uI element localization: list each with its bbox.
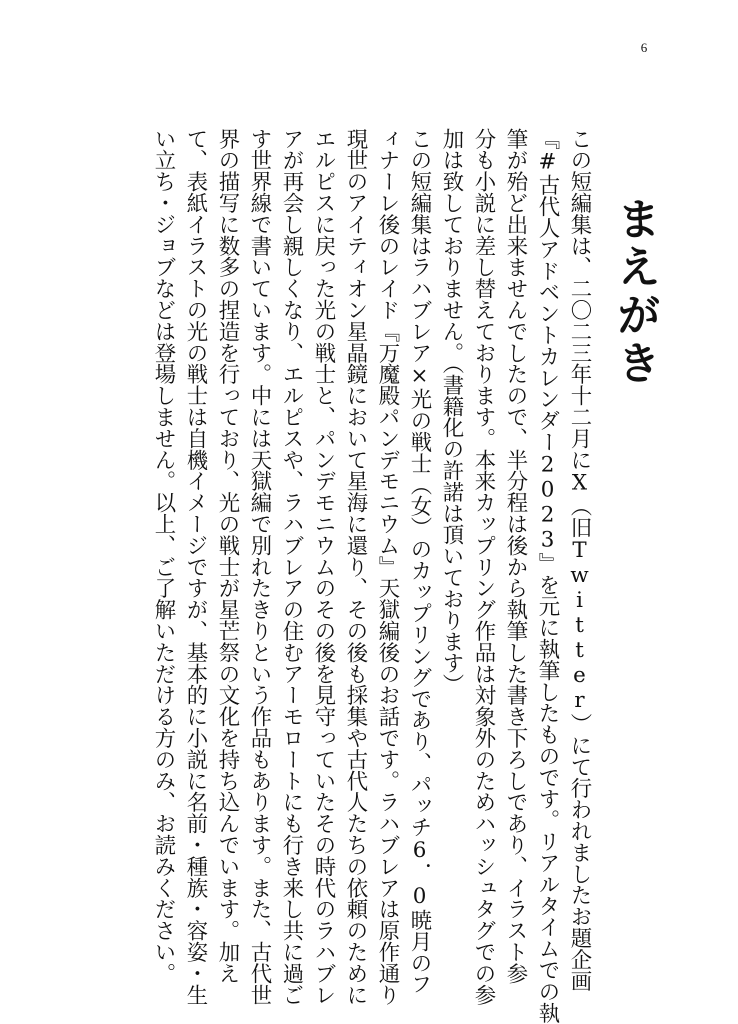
text-line: 加は致しておりません。（書籍化の許諾は頂いております） (439, 128, 464, 696)
text-line: ィナーレ後のレイド『万魔殿パンデモニウム』天獄編後のお話です。ラハブレアは原作通り (375, 128, 400, 1006)
text-line: す世界線で書いています。中には天獄編で別れたきりという作品もあります。また、古代世 (247, 128, 272, 1006)
text-line: エルピスに戻った光の戦士と、パンデモニウムのその後を見守っていたその時代のラハブレ (311, 128, 336, 1006)
text-line: 分も小説に差し替えております。本来カップリング作品は対象外のためハッシュタグでの参 (471, 128, 496, 1006)
preface-body (150, 128, 592, 1024)
text-line: い立ち・ジョブなどは登場しません。以上、ご了解いただける方のみ、お読みください。 (151, 128, 176, 984)
page-title: まえがき (609, 196, 660, 388)
text-line: アが再会し親しくなり、エルピスや、ラハブレアの住むアーモロートにも行き来し共に過ご (279, 128, 304, 1006)
text-line: 界の描写に数多の捏造を行っており、光の戦士が星芒祭の文化を持ち込んでいます。加え (215, 128, 240, 984)
text-line: 現世のアイティオン星晶鏡において星海に還り、その後も採集や古代人たちの依頼のために (343, 128, 368, 1006)
text-line: この短編集はラハブレア×光の戦士（女）のカップリングであり、パッチ6．0暁月のフ (407, 128, 432, 995)
text-line: 筆が殆ど出来ませんでしたので、半分程は後から執筆した書き下ろしであり、イラスト参 (503, 128, 528, 984)
text-line: この短編集は、二〇二三年十二月にX（旧Twitter）にて行われましたお題企画 (567, 128, 592, 992)
text-line: 『#古代人アドベントカレンダー2023』を元に執筆したものです。リアルタイムでの執 (535, 128, 560, 1024)
page-number: 6 (640, 40, 648, 55)
text-line: て、表紙イラストの光の戦士は自機イメージですが、基本的に小説に名前・種族・容姿・生 (183, 128, 208, 1006)
